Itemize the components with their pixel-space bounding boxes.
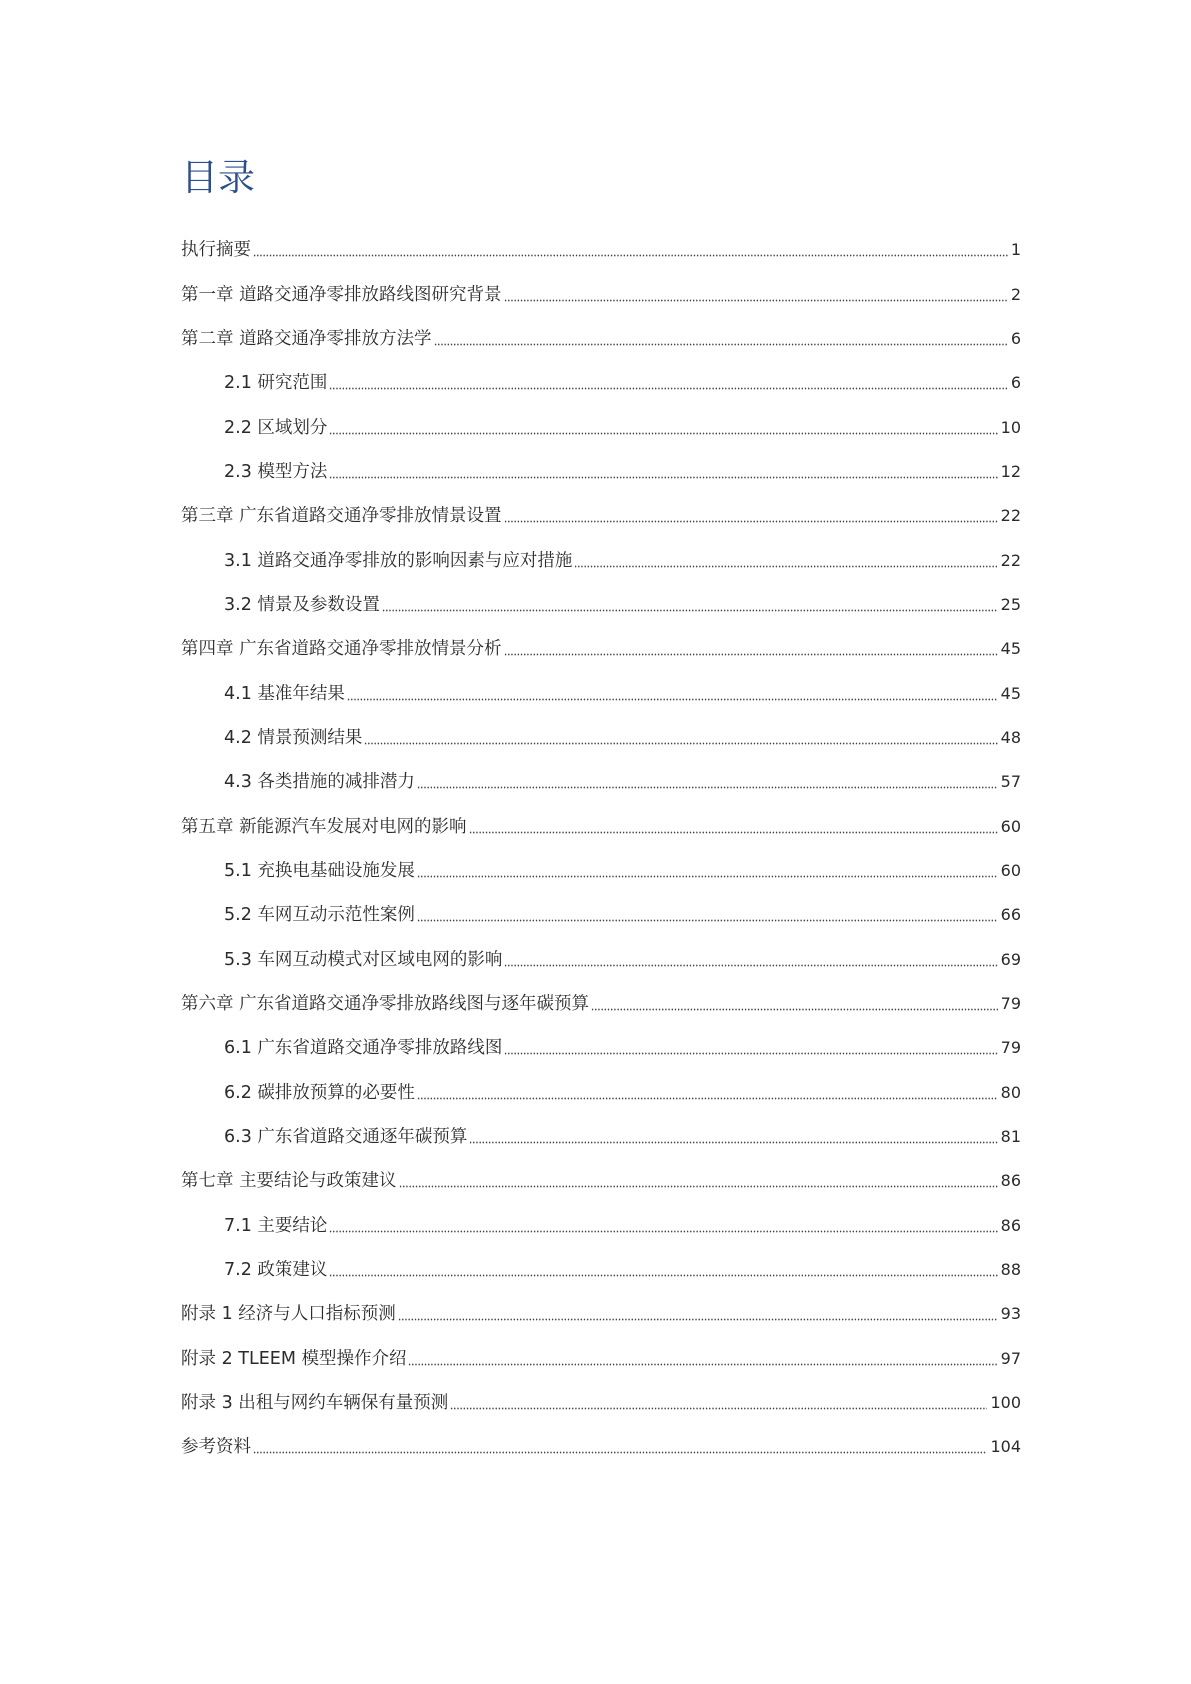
toc-dot-leader: [504, 507, 998, 525]
toc-entry[interactable]: [0, 760, 1191, 804]
toc-entry-label: 7.2 政策建议: [224, 1260, 328, 1281]
toc-page-number: 12: [1000, 461, 1021, 481]
toc-entry[interactable]: [0, 1292, 1191, 1336]
toc-title: 目录: [181, 156, 255, 199]
toc-entry-label: 2.2 区域划分: [224, 417, 328, 438]
toc-entry-label: 第一章 道路交通净零排放路线图研究背景: [181, 284, 502, 305]
toc-page-number: 45: [1000, 639, 1021, 659]
toc-page-number: 2: [1010, 284, 1021, 304]
toc-page-number: 79: [1000, 994, 1021, 1014]
toc-page-number: 100: [990, 1393, 1021, 1413]
toc-page-number: 60: [1000, 860, 1021, 880]
toc-entry[interactable]: [0, 716, 1191, 760]
toc-entry[interactable]: [0, 849, 1191, 893]
toc-entry-label: 4.3 各类措施的减排潜力: [224, 772, 415, 793]
toc-entry[interactable]: [0, 938, 1191, 982]
toc-page-number: 22: [1000, 550, 1021, 570]
toc-entry-label: 4.2 情景预测结果: [224, 727, 363, 748]
toc-page-number: 81: [1000, 1127, 1021, 1147]
toc-entry[interactable]: [0, 1026, 1191, 1070]
toc-page-number: 22: [1000, 506, 1021, 526]
toc-entry-label: 2.3 模型方法: [224, 461, 328, 482]
toc-dot-leader: [417, 773, 998, 791]
toc-entry[interactable]: [0, 1071, 1191, 1115]
toc-entry[interactable]: [0, 1204, 1191, 1248]
toc-entry[interactable]: [0, 1381, 1191, 1425]
toc-entry[interactable]: [0, 804, 1191, 848]
toc-entry-label: 5.3 车网互动模式对区域电网的影响: [224, 949, 503, 970]
toc-dot-leader: [329, 463, 997, 481]
toc-entry[interactable]: [0, 627, 1191, 671]
toc-entry-label: 6.1 广东省道路交通净零排放路线图: [224, 1038, 503, 1059]
toc-dot-leader: [347, 685, 998, 703]
toc-dot-leader: [417, 1084, 998, 1102]
toc-entry[interactable]: [0, 1337, 1191, 1381]
toc-dot-leader: [469, 818, 998, 836]
toc-entry-label: 参考资料: [181, 1437, 251, 1458]
toc-page-number: 80: [1000, 1082, 1021, 1102]
toc-dot-leader: [574, 552, 997, 570]
toc-dot-leader: [591, 995, 998, 1013]
toc-page-number: 88: [1000, 1260, 1021, 1280]
toc-entry-label: 7.1 主要结论: [224, 1215, 328, 1236]
toc-entry-label: 6.3 广东省道路交通逐年碳预算: [224, 1127, 468, 1148]
toc-page-number: 25: [1000, 594, 1021, 614]
toc-entry[interactable]: [0, 1425, 1191, 1469]
toc-entry[interactable]: [0, 1159, 1191, 1203]
toc-page-number: 45: [1000, 683, 1021, 703]
toc-dot-leader: [382, 596, 998, 614]
toc-page-number: 6: [1010, 373, 1021, 393]
toc-dot-leader: [504, 1039, 997, 1057]
toc-entry[interactable]: [0, 494, 1191, 538]
toc-page-number: 69: [1000, 949, 1021, 969]
toc-entry-label: 附录 2 TLEEM 模型操作介绍: [181, 1348, 407, 1369]
toc-dot-leader: [329, 374, 1007, 392]
toc-dot-leader: [329, 419, 997, 437]
toc-entry[interactable]: [0, 982, 1191, 1026]
toc-page-number: 60: [1000, 816, 1021, 836]
toc-entry[interactable]: [0, 583, 1191, 627]
toc-entry[interactable]: [0, 450, 1191, 494]
toc-dot-leader: [417, 906, 998, 924]
toc-dot-leader: [329, 1261, 997, 1279]
toc-entry-label: 第六章 广东省道路交通净零排放路线图与逐年碳预算: [181, 994, 590, 1015]
toc-entry[interactable]: [0, 361, 1191, 405]
toc-entry-label: 2.1 研究范围: [224, 373, 328, 394]
toc-dot-leader: [469, 1128, 997, 1146]
toc-dot-leader: [434, 330, 1008, 348]
toc-dot-leader: [417, 862, 998, 880]
toc-entry-label: 3.2 情景及参数设置: [224, 594, 380, 615]
toc-entry[interactable]: [0, 405, 1191, 449]
toc-dot-leader: [329, 1217, 997, 1235]
toc-entry-label: 第二章 道路交通净零排放方法学: [181, 328, 432, 349]
toc-entry-label: 第五章 新能源汽车发展对电网的影响: [181, 816, 467, 837]
toc-dot-leader: [450, 1394, 987, 1412]
toc-dot-leader: [504, 640, 998, 658]
toc-dot-leader: [253, 241, 1008, 259]
toc-page-number: 93: [1000, 1304, 1021, 1324]
toc-entry[interactable]: [0, 317, 1191, 361]
toc-page-number: 10: [1000, 417, 1021, 437]
toc-entry-label: 附录 1 经济与人口指标预测: [181, 1304, 396, 1325]
toc-entry[interactable]: [0, 1115, 1191, 1159]
toc-entry-label: 6.2 碳排放预算的必要性: [224, 1082, 415, 1103]
toc-entry-label: 执行摘要: [181, 240, 251, 261]
toc-entry[interactable]: [0, 671, 1191, 715]
toc-dot-leader: [504, 286, 1008, 304]
toc-page-number: 57: [1000, 772, 1021, 792]
toc-dot-leader: [504, 951, 997, 969]
toc-page-number: 1: [1010, 240, 1021, 260]
toc-entry-label: 附录 3 出租与网约车辆保有量预测: [181, 1393, 449, 1414]
toc-entry-label: 第四章 广东省道路交通净零排放情景分析: [181, 639, 502, 660]
toc-page-number: 97: [1000, 1348, 1021, 1368]
toc-list: [0, 228, 1191, 1470]
toc-entry-label: 第七章 主要结论与政策建议: [181, 1171, 397, 1192]
toc-entry-label: 第三章 广东省道路交通净零排放情景设置: [181, 506, 502, 527]
toc-entry-label: 5.2 车网互动示范性案例: [224, 905, 415, 926]
toc-page-number: 6: [1010, 328, 1021, 348]
toc-dot-leader: [364, 729, 997, 747]
toc-dot-leader: [399, 1172, 998, 1190]
toc-entry[interactable]: [0, 893, 1191, 937]
toc-page-number: 104: [990, 1437, 1021, 1457]
toc-entry[interactable]: [0, 228, 1191, 272]
toc-page-number: 48: [1000, 727, 1021, 747]
toc-dot-leader: [398, 1305, 998, 1323]
toc-entry-label: 5.1 充换电基础设施发展: [224, 860, 415, 881]
toc-page-number: 66: [1000, 905, 1021, 925]
toc-page-number: 79: [1000, 1038, 1021, 1058]
toc-page-number: 86: [1000, 1215, 1021, 1235]
toc-entry[interactable]: [0, 1248, 1191, 1292]
toc-entry-label: 3.1 道路交通净零排放的影响因素与应对措施: [224, 550, 573, 571]
toc-page-number: 86: [1000, 1171, 1021, 1191]
toc-dot-leader: [253, 1438, 987, 1456]
toc-entry-label: 4.1 基准年结果: [224, 683, 345, 704]
toc-entry[interactable]: [0, 538, 1191, 582]
toc-dot-leader: [408, 1350, 997, 1368]
toc-entry[interactable]: [0, 272, 1191, 316]
